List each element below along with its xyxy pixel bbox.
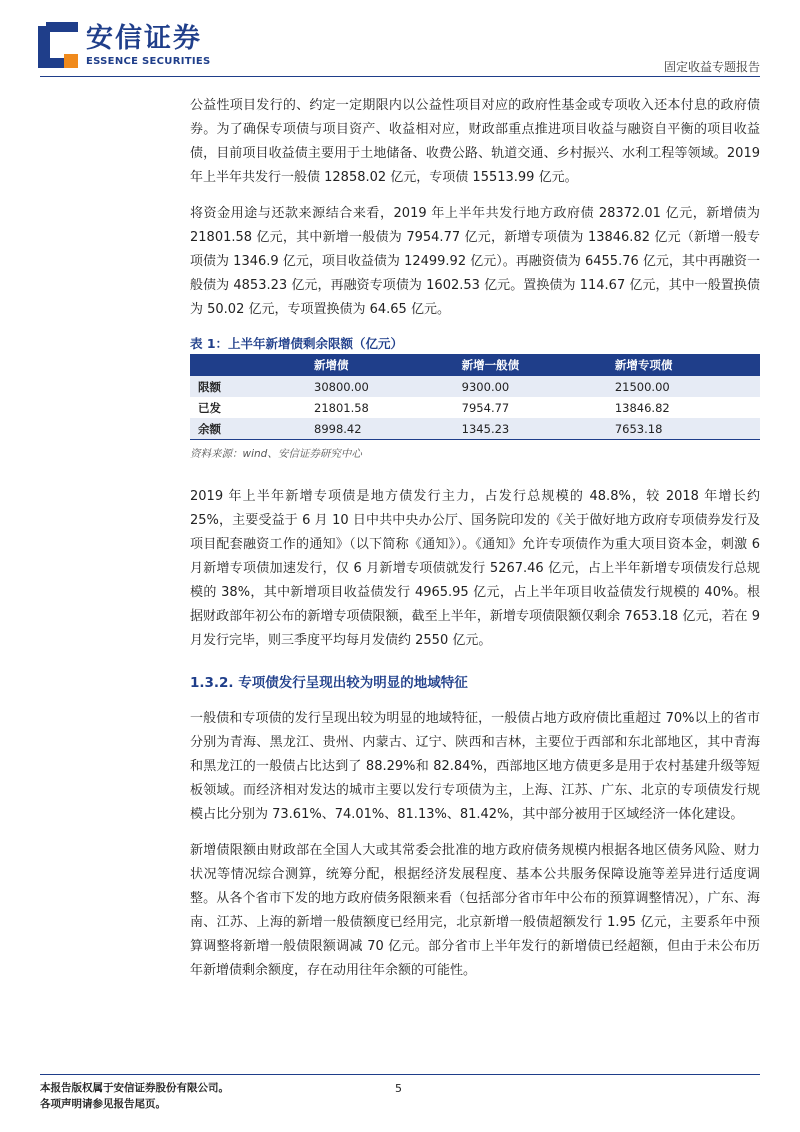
table-cell: 7954.77 xyxy=(461,400,510,415)
table-cell: 21801.58 xyxy=(314,400,369,415)
paragraph-4: 一般债和专项债的发行呈现出较为明显的地域特征，一般债占地方政府债比重超过 70%以上的省市分别为青海、黑龙江、贵州、内蒙古、辽宁、陕西和吉林，主要位于西部和东北部地区，其中青海和黑龙江的一般债占比达到了 88.29%和 82.84%，西部地区地方债更多是用于农村基建升级等短板领域。而经济相对发达的城市主要以发行专项债为主，上海、江苏、广东、北京的专项债发行规模占比分别为 73.61%、74.01%、81.13%、81.42%，其中部分被用于区域经济一体化建设。 xyxy=(190,711,760,822)
footer-notice: 各项声明请参见报告尾页。 xyxy=(40,1098,166,1110)
company-logo xyxy=(38,22,211,68)
report-body xyxy=(190,94,760,995)
table-cell: 21500.00 xyxy=(607,376,760,397)
table-source-note: 资料来源：wind、安信证券研究中心 xyxy=(190,448,362,460)
footer-disclaimer xyxy=(40,1080,229,1112)
table-cell: 30800.00 xyxy=(306,376,454,397)
header-divider xyxy=(40,76,760,77)
logo-mark-icon xyxy=(38,22,78,68)
logo-name-cn: 安信证券 xyxy=(86,22,202,54)
table-title: 表 1：上半年新增债剩余限额（亿元） xyxy=(190,336,404,351)
table-header-row xyxy=(190,354,760,376)
page-number: 5 xyxy=(395,1082,402,1095)
row-label: 已发 xyxy=(198,400,221,415)
logo-name-en: ESSENCE SECURITIES xyxy=(86,55,211,67)
paragraph-5: 新增债限额由财政部在全国人大或其常委会批准的地方政府债务规模内根据各地区债务风险、财力状况等情况综合测算，统筹分配，根据经济发展程度、基本公共服务保障设施等差异进行适度调整。从各个省市下发的地方政府债务限额来看（包括部分省市年中公布的预算调整情况），广东、海南、江苏、上海的新增一般债额度已经用完，北京新增一般债超额发行 1.95 亿元，主要系年中预算调整将新增一般债限额调减 70 亿元。部分省市上半年发行的新增债已经超额，但由于未公布历年新增债剩余额度，存在动用往年余额的可能性。 xyxy=(190,843,760,978)
section-heading: 1.3.2. 专项债发行呈现出较为明显的地域特征 xyxy=(190,675,468,691)
table-cell: 8998.42 xyxy=(306,418,454,440)
report-type-label: 固定收益专题报告 xyxy=(663,60,760,74)
footer-copyright: 本报告版权属于安信证券股份有限公司。 xyxy=(40,1082,229,1094)
remaining-quota-table xyxy=(190,354,760,440)
paragraph-2: 将资金用途与还款来源结合来看，2019 年上半年共发行地方政府债 28372.01 亿元，新增债为 21801.58 亿元，其中新增一般债为 7954.77 亿元，新增专项债为 13846.82 亿元（新增一般专项债为 1346.9 亿元，项目收益债为 12499.92 亿元）。再融资债为 6455.76 亿元，其中再融资一般债为 4853.23 亿元，再融资专项债为 1602.53 亿元。置换债为 114.67 亿元，其中一般置换债为 50.02 亿元，专项置换债为 64.65 亿元。 xyxy=(190,206,760,317)
footer-divider xyxy=(40,1074,760,1075)
table-cell: 9300.00 xyxy=(454,376,607,397)
table-row xyxy=(190,397,760,418)
table-row xyxy=(190,376,760,397)
table-header-cell: 新增债 xyxy=(306,354,454,376)
table-header-cell: 新增一般债 xyxy=(454,354,607,376)
table-cell: 13846.82 xyxy=(614,400,670,415)
table-cell: 1345.23 xyxy=(454,418,607,440)
table-header-cell xyxy=(190,354,306,376)
table-cell: 7653.18 xyxy=(607,418,760,440)
table-row xyxy=(190,418,760,440)
paragraph-3: 2019 年上半年新增专项债是地方债发行主力，占发行总规模的 48.8%，较 2018 年增长约 25%，主要受益于 6 月 10 日中共中央办公厅、国务院印发的《关于做好地方政府专项债券发行及项目配套融资工作的通知》（以下简称《通知》）。《通知》允许专项债作为重大项目资本金，刺激 6 月新增专项债加速发行，仅 6 月新增专项债就发行 5267.46 亿元，占上半年新增专项债发行总规模的 38%，其中新增项目收益债发行 4965.95 亿元，占上半年项目收益债发行规模的 40%。根据财政部年初公布的新增专项债限额，截至上半年，新增专项债限额仅剩余 7653.18 亿元，若在 9 月发行完毕，则三季度平均每月发债约 2550 亿元。 xyxy=(190,489,760,648)
row-label: 限额 xyxy=(190,376,306,397)
table-header-cell: 新增专项债 xyxy=(607,354,760,376)
paragraph-1: 公益性项目发行的、约定一定期限内以公益性项目对应的政府性基金或专项收入还本付息的政府债券。为了确保专项债与项目资产、收益相对应，财政部重点推进项目收益与融资自平衡的项目收益债，目前项目收益债主要用于土地储备、收费公路、轨道交通、乡村振兴、水利工程等领域。2019 年上半年共发行一般债 12858.02 亿元，专项债 15513.99 亿元。 xyxy=(190,98,760,185)
row-label: 余额 xyxy=(190,418,306,440)
